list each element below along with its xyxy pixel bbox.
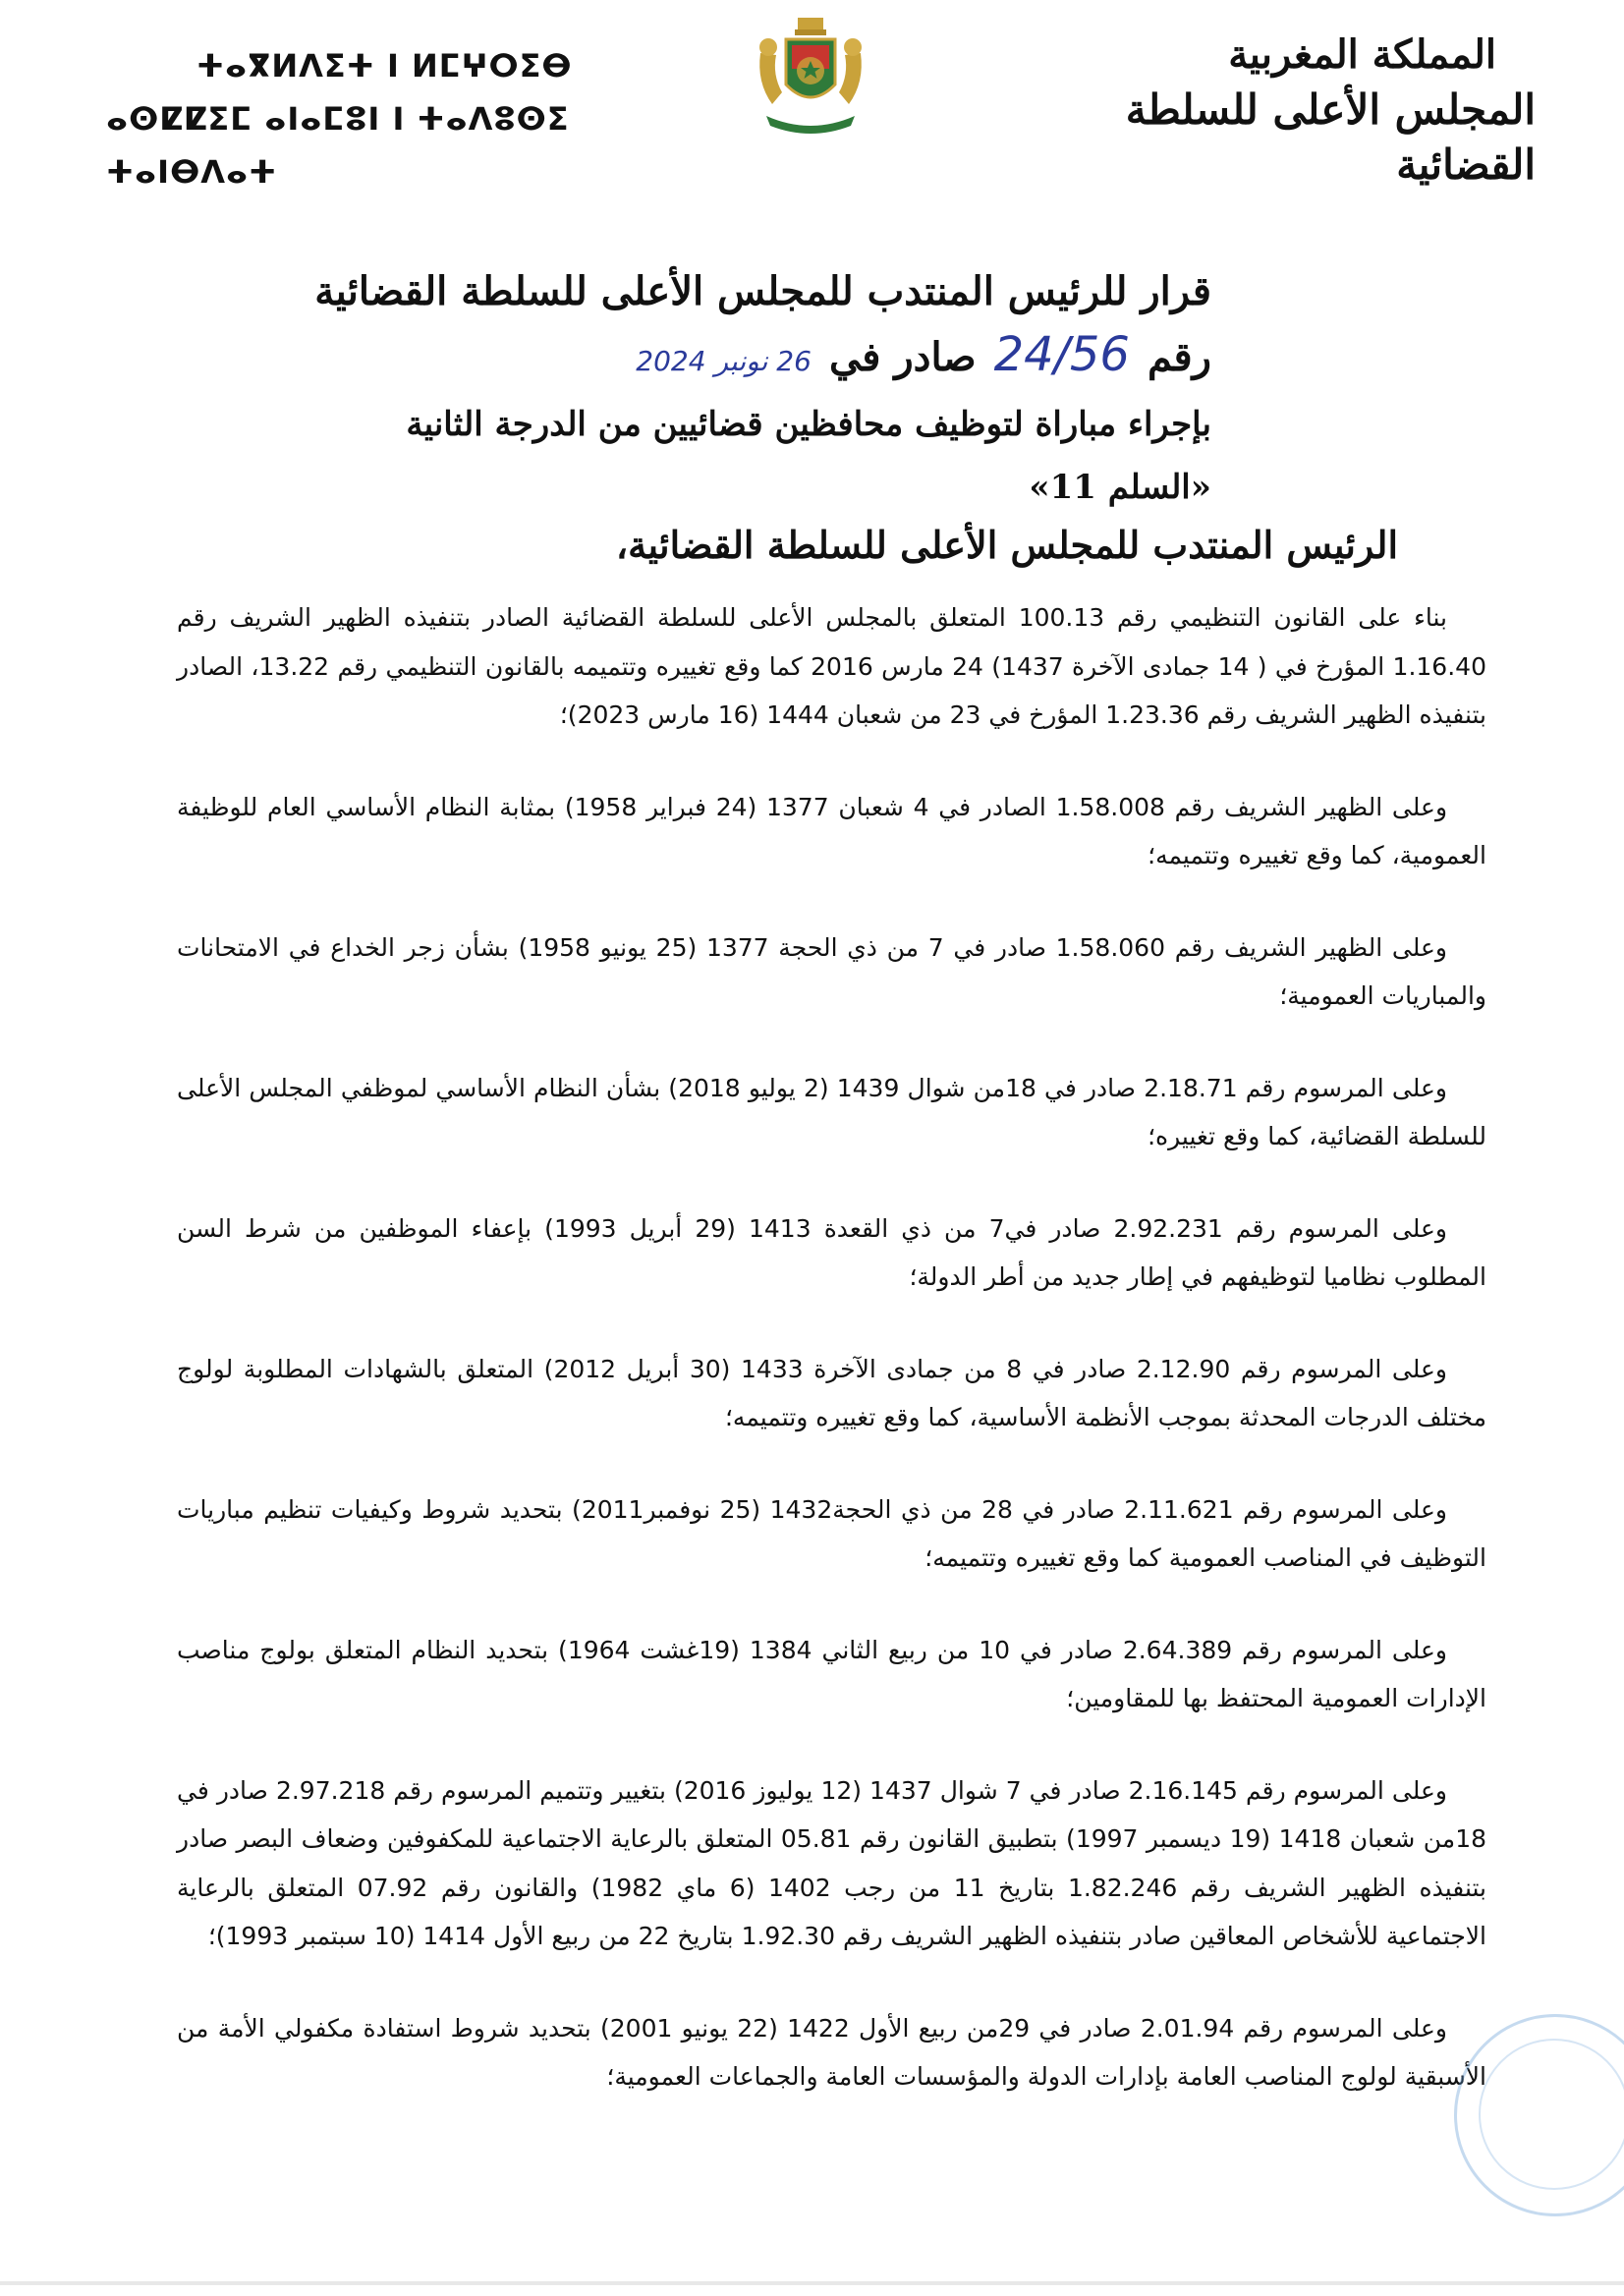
kingdom-name: المملكة المغربية: [1228, 31, 1496, 78]
tifinagh-letterhead: [106, 39, 656, 198]
recital-paragraph: وعلى الظهير الشريف رقم 1.58.008 الصادر في 4 شعبان 1377 (24 فبراير 1958) بمثابة النظام الأساسي العام للوظيفة العمومية، كما وقع تغييره وتتميمه؛: [177, 792, 1486, 869]
recital-paragraph: وعلى المرسوم رقم 2.16.145 صادر في 7 شوال 1437 (12 يوليوز 2016) بتغيير وتتميم المرسوم رقم 2.97.218 صادر في 18من شعبان 1418 (19 ديسمبر 1997) بتطبيق القانون رقم 05.81 المتعلق بالرعاية الاجتماعية للمكفوفين وضعاف البصر صادر بتنفيذه الظهير الشريف رقم 1.82.246 بتاريخ 11 من رجب 1402 (6 ماي 1982) والقانون رقم 07.92 المتعلق بالرعاية الاجتماعية للأشخاص المعاقين صادر بتنفيذه الظهير الشريف رقم 1.92.30 بتاريخ 22 من ربيع الأول 1414 (10 سبتمبر 1993)؛: [177, 1775, 1486, 1950]
decision-number-line: [295, 323, 1211, 393]
recital-paragraph: وعلى المرسوم رقم 2.92.231 صادر في7 من ذي القعدة 1413 (29 أبريل 1993) بإعفاء الموظفين من شرط السن المطلوب نظاميا لتوظيفهم في إطار جديد من أطر الدولة؛: [177, 1213, 1486, 1291]
tifinagh-council-name: ⴰⵙⵇⵇⵉⵎ ⴰⵏⴰⵎⵓⵏ ⵏ ⵜⴰⴷⵓⵙⵉ ⵜⴰⵏⴱⴷⴰⵜ: [106, 100, 570, 191]
recital-paragraph: وعلى المرسوم رقم 2.11.621 صادر في 28 من ذي الحجة1432 (25 نوفمبر2011) بتحديد شروط وكيفيات تنظيم مباريات التوظيف في المناصب العمومية كما وقع تغييره وتتميمه؛: [177, 1494, 1486, 1572]
recital-paragraph: وعلى المرسوم رقم 2.64.389 صادر في 10 من ربيع الثاني 1384 (19غشت 1964) بتحديد النظام المتعلق بولوج مناصب الإدارات العمومية المحتفظ بها للمقاومين؛: [177, 1635, 1486, 1712]
recital-paragraph: وعلى المرسوم رقم 2.12.90 صادر في 8 من جمادى الآخرة 1433 (30 أبريل 2012) المتعلق بالشهادات المطلوبة لولوج مختلف الدرجات المحدثة بموجب الأنظمة الأساسية، كما وقع تغييره وتتميمه؛: [177, 1354, 1486, 1431]
addressee-heading: الرئيس المنتدب للمجلس الأعلى للسلطة القضائية،: [615, 523, 1398, 567]
recital-paragraph: وعلى المرسوم رقم 2.18.71 صادر في 18من شوال 1439 (2 يوليو 2018) بشأن النظام الأساسي لموظفي المجلس الأعلى للسلطة القضائية، كما وقع تغييره؛: [177, 1073, 1486, 1150]
recital-paragraph: وعلى الظهير الشريف رقم 1.58.060 صادر في 7 من ذي الحجة 1377 (25 يونيو 1958) بشأن زجر الخداع في الامتحانات والمباريات العمومية؛: [177, 932, 1486, 1010]
arabic-letterhead: [985, 28, 1536, 193]
recital-paragraph: بناء على القانون التنظيمي رقم 100.13 المتعلق بالمجلس الأعلى للسلطة القضائية الصادر بتنفيذه الظهير الشريف رقم 1.16.40 المؤرخ في ( 14 جمادى الآخرة 1437) 24 مارس 2016 كما وقع تغييره وتتميمه بالقانون التنظيمي رقم 13.22، الصادر بتنفيذه الظهير الشريف رقم 1.23.36 المؤرخ في 23 من شعبان 1444 (16 مارس 2023)؛: [177, 603, 1486, 729]
decision-body: [177, 593, 1486, 2145]
recital-paragraph: وعلى المرسوم رقم 2.01.94 صادر في 29من ربيع الأول 1422 (22 يونيو 2001) بتحديد شروط استفادة مكفولي الأمة من الأسبقية لولوج المناصب العامة بإدارات الدولة والمؤسسات العامة والجماعات العمومية؛: [177, 2013, 1486, 2091]
official-stamp-inner-ring: [1479, 2039, 1624, 2190]
decision-subject: بإجراء مباراة لتوظيف محافظين قضائيين من الدرجة الثانية «السلم 11»: [406, 405, 1211, 507]
council-name: المجلس الأعلى للسلطة القضائية: [1125, 85, 1536, 189]
decision-number: 24/56: [993, 327, 1130, 382]
page-bottom-edge: [0, 2281, 1624, 2285]
issued-label: صادر في: [828, 334, 977, 380]
decision-title-block: [295, 260, 1211, 519]
tifinagh-kingdom-name: ⵜⴰⴳⵍⴷⵉⵜ ⵏ ⵍⵎⵖⵔⵉⴱ: [196, 47, 573, 84]
decision-date: 26 نونبر 2024: [636, 345, 812, 377]
coat-of-arms-emblem: [747, 14, 874, 141]
decision-title: قرار للرئيس المنتدب للمجلس الأعلى للسلطة القضائية: [314, 268, 1211, 314]
number-prefix: رقم: [1147, 334, 1211, 380]
coat-of-arms-icon: [747, 14, 874, 141]
